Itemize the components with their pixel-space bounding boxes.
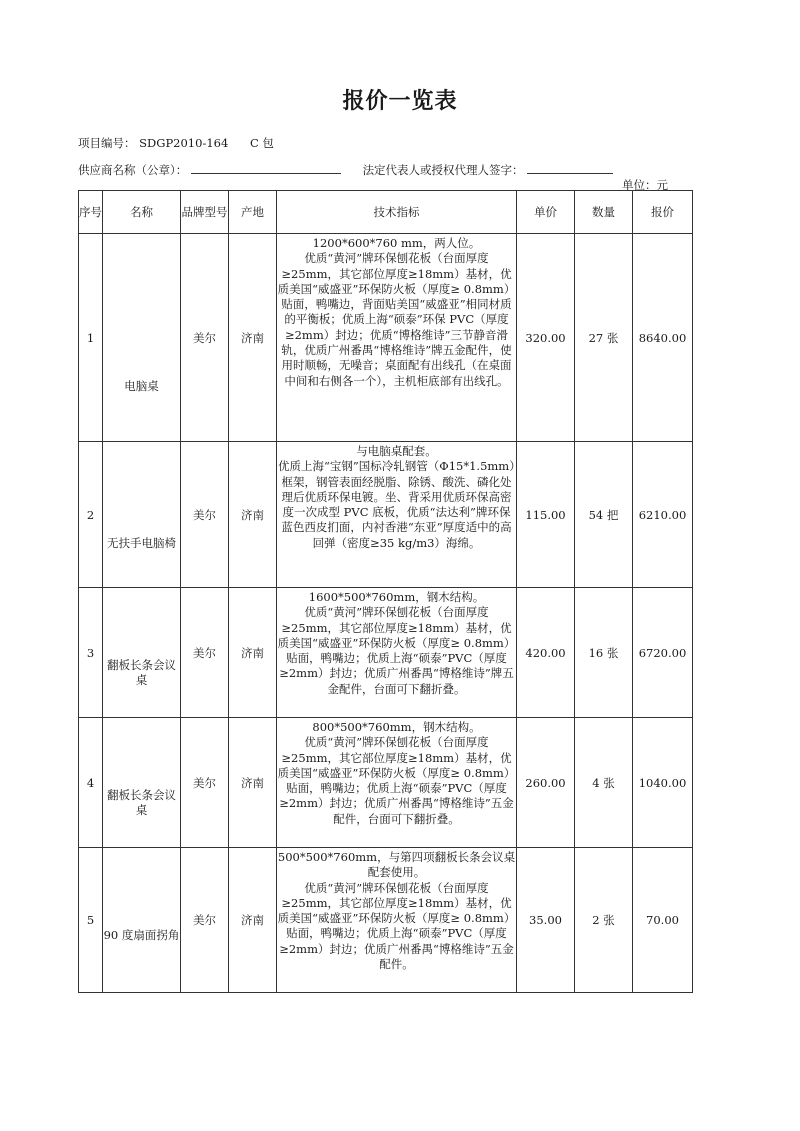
header-origin: 产地 [229, 191, 277, 234]
cell-spec [277, 848, 517, 993]
header-unit-price: 单价 [517, 191, 575, 234]
header-seq: 序号 [79, 191, 103, 234]
supplier-label: 供应商名称（公章）： [78, 163, 188, 177]
cell-name [103, 234, 181, 442]
cell-total: 1040.00 [633, 718, 693, 848]
cell-unit-price: 260.00 [517, 718, 575, 848]
project-info [78, 135, 274, 151]
cell-brand: 美尔 [181, 234, 229, 442]
cell-name [103, 718, 181, 848]
header-brand: 品牌型号 [181, 191, 229, 234]
cell-origin: 济南 [229, 234, 277, 442]
cell-origin: 济南 [229, 848, 277, 993]
spec-text: 800*500*760mm，钢木结构。 优质“黄河”牌环保刨花板（台面厚度≥25mm，其它部位厚度≥18mm）基材，优质美国“威盛亚”环保防火板（厚度≥ 0.8mm）贴面，鸭嘴边；优质上海“硕泰”PVC（厚度≥2mm）封边；优质广州番禺“博格维诗”五金配件，台面可下翻折叠。 [277, 720, 516, 826]
table-row [79, 718, 693, 848]
cell-brand: 美尔 [181, 588, 229, 718]
cell-spec [277, 234, 517, 442]
unit-label: 单位：元 [622, 178, 668, 192]
supplier-info [78, 161, 718, 178]
cell-qty: 27 张 [575, 234, 633, 442]
cell-seq: 5 [79, 848, 103, 993]
item-name: 翻板长条会议桌 [107, 787, 176, 817]
cell-qty: 4 张 [575, 718, 633, 848]
table-row [79, 442, 693, 588]
cell-brand: 美尔 [181, 848, 229, 993]
cell-unit-price: 320.00 [517, 234, 575, 442]
cell-spec [277, 588, 517, 718]
cell-name [103, 848, 181, 993]
cell-spec [277, 442, 517, 588]
cell-origin: 济南 [229, 718, 277, 848]
header-spec: 技术指标 [277, 191, 517, 234]
supplier-blank [191, 161, 341, 174]
header-name: 名称 [103, 191, 181, 234]
project-number-label: 项目编号： [78, 136, 136, 150]
cell-total: 6720.00 [633, 588, 693, 718]
cell-origin: 济南 [229, 588, 277, 718]
cell-total: 8640.00 [633, 234, 693, 442]
header-total: 报价 [633, 191, 693, 234]
project-number: SDGP2010-164 [139, 136, 229, 150]
cell-brand: 美尔 [181, 718, 229, 848]
page-title: 报价一览表 [342, 89, 458, 114]
table-row [79, 588, 693, 718]
item-name: 翻板长条会议桌 [107, 657, 176, 687]
spec-text: 与电脑桌配套。 优质上海“宝钢”国标冷轧钢管（Φ15*1.5mm）框架，钢管表面经脱脂、除锈、酸洗、磷化处理后优质环保电镀。坐、背采用优质环保高密度一次成型 PVC 底板，优质“法达利”牌环保蓝色西皮扪面，内衬香港“东亚”厚度适中的高回弹（密度≥35 kg/m3）海绵。 [278, 444, 515, 550]
cell-qty: 2 张 [575, 848, 633, 993]
item-name: 电脑桌 [124, 379, 159, 393]
package-label: C 包 [249, 136, 274, 150]
table-row [79, 234, 693, 442]
header-qty: 数量 [575, 191, 633, 234]
cell-brand: 美尔 [181, 442, 229, 588]
spec-text: 500*500*760mm，与第四项翻板长条会议桌配套使用。 优质“黄河”牌环保刨花板（台面厚度≥25mm，其它部位厚度≥18mm）基材，优质美国“威盛亚”环保防火板（厚度≥ 0.8mm）贴面，鸭嘴边；优质上海“硕泰”PVC（厚度≥2mm）封边；优质广州番禺“博格维诗”五金配件。 [277, 850, 516, 972]
cell-spec [277, 718, 517, 848]
item-name: 90 度扇面拐角 [103, 927, 180, 942]
quote-table [78, 190, 693, 993]
item-name: 无扶手电脑椅 [107, 536, 176, 550]
cell-qty: 16 张 [575, 588, 633, 718]
signature-blank [527, 161, 613, 174]
cell-seq: 4 [79, 718, 103, 848]
cell-qty: 54 把 [575, 442, 633, 588]
cell-total: 70.00 [633, 848, 693, 993]
spec-text: 1600*500*760mm，钢木结构。 优质“黄河”牌环保刨花板（台面厚度≥25mm，其它部位厚度≥18mm）基材，优质美国“威盛亚”环保防火板（厚度≥ 0.8mm）贴面，鸭嘴边；优质上海“硕泰”PVC（厚度≥2mm）封边；优质广州番禺“博格维诗”牌五金配件，台面可下翻折叠。 [277, 590, 516, 696]
cell-seq: 3 [79, 588, 103, 718]
signature-label: 法定代表人或授权代理人签字： [362, 163, 524, 177]
cell-name [103, 442, 181, 588]
cell-unit-price: 420.00 [517, 588, 575, 718]
spec-text: 1200*600*760 mm，两人位。 优质“黄河”牌环保刨花板（台面厚度≥25mm，其它部位厚度≥18mm）基材，优质美国“威盛亚”环保防火板（厚度≥ 0.8mm）贴面，鸭嘴边，背面贴美国“威盛亚”相同材质的平衡板；优质上海“硕泰”环保 PVC（厚度≥2mm）封边；优质“博格维诗”三节静音滑轨，优质广州番禺“博格维诗”牌五金配件，使用时顺畅，无噪音；桌面配有出线孔（在桌面中间和右侧各一个），主机柜底部有出线孔。 [277, 236, 516, 388]
cell-seq: 1 [79, 234, 103, 442]
cell-unit-price: 35.00 [517, 848, 575, 993]
cell-name [103, 588, 181, 718]
cell-seq: 2 [79, 442, 103, 588]
cell-total: 6210.00 [633, 442, 693, 588]
cell-origin: 济南 [229, 442, 277, 588]
cell-unit-price: 115.00 [517, 442, 575, 588]
table-row [79, 848, 693, 993]
table-header-row [79, 191, 693, 234]
